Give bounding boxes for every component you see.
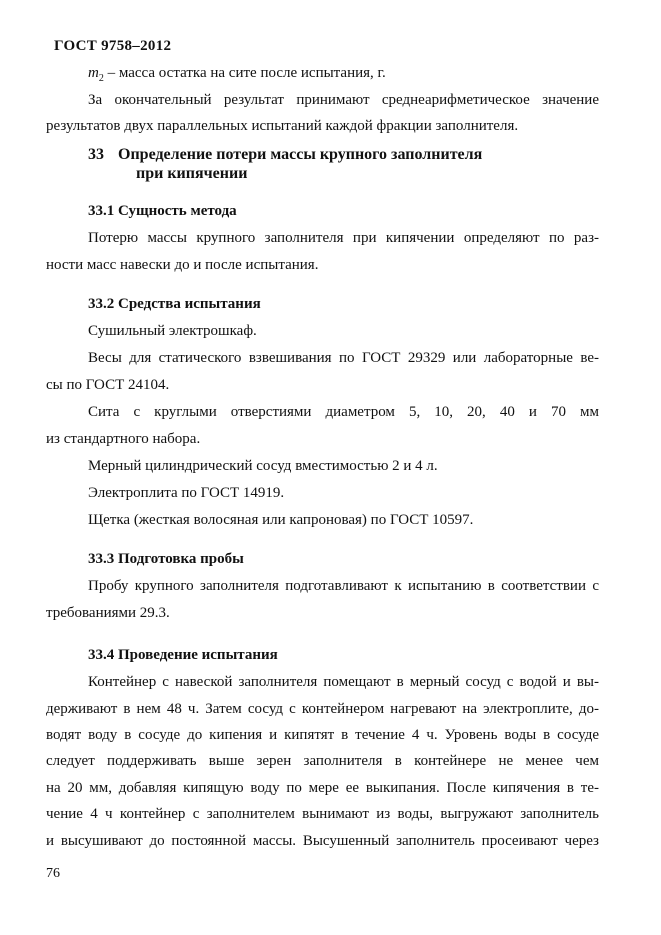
m2-subscript: 2 bbox=[98, 73, 104, 84]
subsection-heading-33-2: 33.2 Средства испытания bbox=[88, 296, 261, 312]
s33-3-line-2: требованиями 29.3. bbox=[46, 605, 170, 621]
s33-4-line-1: Контейнер с навеской заполнителя помещают в мерный сосуд с водой и вы- bbox=[88, 674, 599, 690]
final-result-line-1: За окончательный результат принимают среднеарифметическое значение bbox=[88, 92, 599, 108]
section-title-line-2: при кипячении bbox=[136, 165, 248, 182]
s33-2-item-scales-line-1: Весы для статического взвешивания по ГОСТ 29329 или лабораторные ве- bbox=[88, 350, 599, 366]
s33-4-line-3: водят воду в сосуде до кипения и кипятят в течение 4 ч. Уровень воды в сосуде bbox=[46, 727, 599, 743]
final-result-line-2: результатов двух параллельных испытаний каждой фракции заполнителя. bbox=[46, 118, 519, 134]
standard-header: ГОСТ 9758–2012 bbox=[54, 38, 172, 54]
s33-2-item-oven: Сушильный электрошкаф. bbox=[88, 323, 257, 339]
s33-4-line-5: на 20 мм, добавляя кипящую воду по мере ее выкипания. После кипячения в те- bbox=[46, 780, 599, 796]
subsection-heading-33-1: 33.1 Сущность метода bbox=[88, 203, 237, 219]
s33-2-item-sieves-line-1: Сита с круглыми отверстиями диаметром 5, 10, 20, 40 и 70 мм bbox=[88, 404, 599, 420]
m2-definition bbox=[88, 64, 386, 88]
s33-3-line-1: Пробу крупного заполнителя подготавливают к испытанию в соответствии с bbox=[88, 578, 599, 594]
subsection-heading-33-3: 33.3 Подготовка пробы bbox=[88, 551, 244, 567]
s33-2-item-sieves-line-2: из стандартного набора. bbox=[46, 431, 201, 447]
s33-2-item-scales-line-2: сы по ГОСТ 24104. bbox=[46, 377, 170, 393]
s33-4-line-2: держивают в нем 48 ч. Затем сосуд с контейнером нагревают на электроплите, до- bbox=[46, 701, 599, 717]
s33-4-line-7: и высушивают до постоянной массы. Высушенный заполнитель просеивают через bbox=[46, 833, 599, 849]
section-title-line-1: Определение потери массы крупного заполнителя bbox=[118, 146, 483, 163]
s33-4-line-4: следует поддерживать выше зерен заполнителя в контейнере не менее чем bbox=[46, 753, 599, 769]
s33-2-item-vessel: Мерный цилиндрический сосуд вместимостью 2 и 4 л. bbox=[88, 458, 438, 474]
s33-1-line-1: Потерю массы крупного заполнителя при кипячении определяют по раз- bbox=[88, 230, 599, 246]
s33-1-line-2: ности масс навески до и после испытания. bbox=[46, 257, 319, 273]
section-number: 33 bbox=[88, 146, 104, 163]
s33-2-item-brush: Щетка (жесткая волосяная или капроновая) по ГОСТ 10597. bbox=[88, 512, 474, 528]
page-number: 76 bbox=[46, 866, 60, 881]
subsection-heading-33-4: 33.4 Проведение испытания bbox=[88, 647, 278, 663]
s33-2-item-hotplate: Электроплита по ГОСТ 14919. bbox=[88, 485, 285, 501]
m2-symbol: m bbox=[88, 65, 99, 81]
s33-4-line-6: чение 4 ч контейнер с заполнителем вынимают из воды, выгружают заполнитель bbox=[46, 806, 599, 822]
m2-text: – масса остатка на сите после испытания, г. bbox=[103, 65, 386, 81]
